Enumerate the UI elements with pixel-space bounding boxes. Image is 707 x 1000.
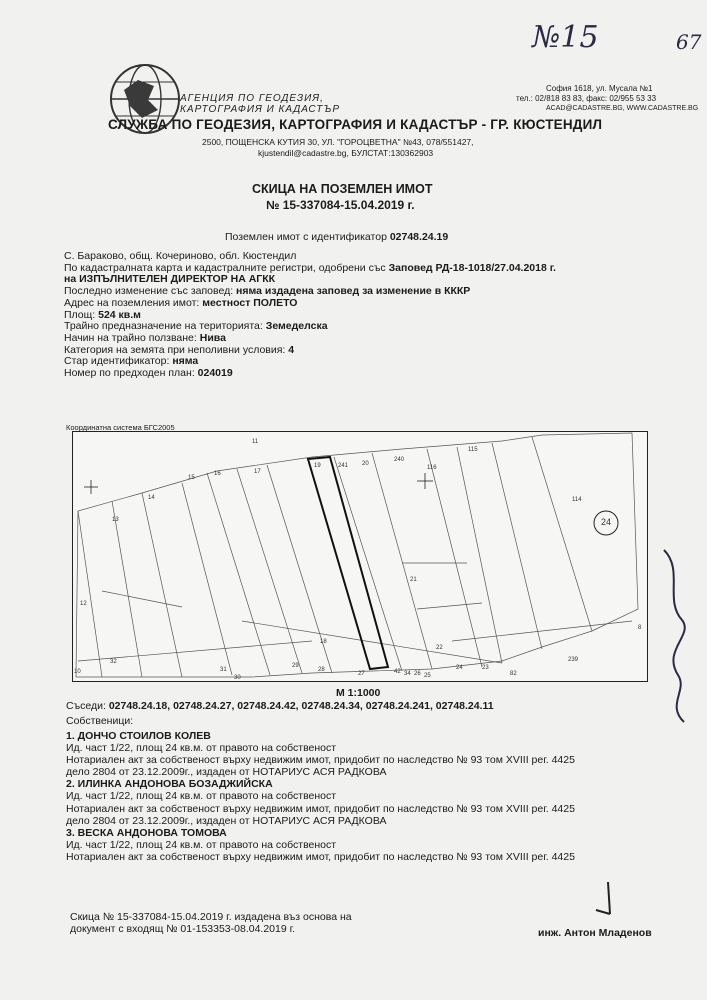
owners-heading: Собственици: [66, 715, 134, 727]
contact-block [516, 84, 699, 114]
field-label: Адрес на поземления имот: [64, 296, 200, 309]
plan-parcel-label: 116 [427, 465, 437, 471]
identifier-label: Поземлен имот с идентификатор [225, 231, 387, 243]
handwritten-number: №15 [532, 20, 599, 55]
document-number: № 15-337084-15.04.2019 г. [266, 198, 415, 212]
field-value: няма издадена заповед за изменение в КККР [236, 285, 471, 298]
plan-parcel-label: 27 [358, 671, 365, 677]
field-value: Нива [199, 331, 226, 344]
plan-parcel-label: 82 [510, 671, 517, 677]
identifier-value: 02748.24.19 [389, 231, 449, 243]
agency-line-2: КАРТОГРАФИЯ И КАДАСТЪР [180, 104, 341, 115]
field-label: Категория на земята при неполивни условия: [64, 343, 286, 356]
plan-parcel-label: 114 [572, 497, 582, 503]
owner-deed1: Нотариален акт за собственост върху недвижим имот, придобит по наследство № 93 том XVIII рег. 4425 [66, 850, 575, 863]
field-label: Начин на трайно ползване: [64, 331, 197, 344]
field-value: няма [172, 355, 199, 368]
plan-parcel-label: 14 [148, 495, 155, 501]
owner-share: Ид. част 1/22, площ 24 кв.м. от правото на собственост [66, 790, 337, 803]
field-label: Номер по предходен план: [64, 367, 195, 380]
owner-name: 1. ДОНЧО СТОИЛОВ КОЛЕВ [66, 730, 211, 742]
contact-line-2: тел.: 02/818 83 83, факс: 02/955 53 33 [516, 94, 657, 103]
plan-parcel-label: 240 [394, 457, 405, 463]
approval-order: Заповед РД-18-1018/27.04.2018 г. [388, 261, 556, 274]
identifier-line [225, 232, 448, 244]
plan-parcel-label: 42 [394, 669, 401, 675]
margin-signature [654, 540, 700, 730]
property-field [64, 368, 556, 380]
field-list [64, 286, 556, 380]
plan-parcel-label: 30 [234, 675, 241, 681]
document-title: СКИЦА НА ПОЗЕМЛЕН ИМОТ [252, 182, 433, 196]
field-value: 024019 [197, 367, 233, 380]
address-line-1: 2500, ПОЩЕНСКА КУТИЯ 30, УЛ. "ГОРОЦВЕТНА" №43, 078/551427, [202, 137, 474, 147]
owner-deed1: Нотариален акт за собственост върху недвижим имот, придобит по наследство № 93 том XVIII рег. 4425 [66, 802, 575, 815]
plan-parcel-label: 24 [601, 517, 612, 527]
field-value: 524 кв.м [98, 308, 141, 321]
footer-line-1: Скица № 15-337084-15.04.2019 г. издадена въз основа на [70, 911, 352, 923]
owner-name: 3. ВЕСКА АНДОНОВА ТОМОВА [66, 826, 227, 839]
approval-by: на ИЗПЪЛНИТЕЛЕН ДИРЕКТОР НА АГКК [64, 273, 276, 286]
plan-parcel-label: 31 [220, 667, 227, 673]
plan-parcel-label: 19 [314, 463, 321, 469]
plan-parcel-label: 10 [74, 669, 81, 675]
property-details [64, 251, 556, 380]
plan-parcel-label: 20 [362, 461, 369, 467]
plan-parcel-label: 239 [568, 657, 579, 663]
field-label: Трайно предназначение на територията: [64, 320, 263, 333]
plan-parcel-label: 241 [338, 463, 349, 469]
plan-parcel-label: 26 [414, 671, 421, 677]
location-line: С. Бараково, общ. Кочериново, обл. Кюстендил [64, 250, 297, 262]
approval-prefix: По кадастралната карта и кадастралните регистри, одобрени със [64, 261, 386, 274]
field-value: местност ПОЛЕТО [202, 296, 298, 309]
plan-parcel-label: 18 [320, 639, 327, 645]
contact-line-1: София 1618, ул. Мусала №1 [546, 84, 653, 93]
plan-parcel-label: 34 [404, 671, 411, 677]
field-label: Стар идентификатор: [64, 355, 170, 368]
agency-line-1: АГЕНЦИЯ ПО ГЕОДЕЗИЯ, [180, 93, 324, 104]
plan-parcel-label: 24 [456, 665, 463, 671]
neighbors-label: Съседи: [66, 700, 106, 712]
plan-parcel-label: 13 [112, 517, 119, 523]
owner-share: Ид. част 1/22, площ 24 кв.м. от правото на собственост [66, 742, 337, 755]
neighbors-value: 02748.24.18, 02748.24.27, 02748.24.42, 02748.24.34, 02748.24.241, 02748.24.11 [108, 700, 494, 712]
field-value: Земеделска [265, 320, 328, 333]
plan-parcel-label: 23 [482, 665, 489, 671]
plan-label-layer [72, 431, 648, 683]
footer-block [70, 912, 352, 935]
plan-parcel-label: 8 [638, 625, 642, 631]
owner-deed2: дело 2804 от 23.12.2009г., издаден от НОТАРИУС АСЯ РАДКОВА [66, 766, 387, 779]
footer-line-2: документ с входящ № 01-153353-08.04.2019 г. [70, 922, 296, 935]
field-label: Площ: [64, 308, 96, 321]
field-value: 4 [288, 343, 295, 356]
plan-parcel-label: 15 [188, 475, 195, 481]
plan-parcel-label: 25 [424, 673, 431, 679]
address-line-2: kjustendil@cadastre.bg, БУЛСТАТ:130362903 [258, 148, 434, 158]
plan-scale: М 1:1000 [336, 687, 381, 699]
plan-parcel-label: 29 [292, 663, 299, 669]
signer-name: инж. Антон Младенов [538, 927, 652, 939]
handwritten-page: 67 [676, 30, 702, 54]
signature-mark [588, 880, 628, 920]
owner-deed1: Нотариален акт за собственост върху недвижим имот, придобит по наследство № 93 том XVIII рег. 4425 [66, 754, 575, 767]
agency-name [180, 93, 340, 115]
plan-parcel-label: 11 [252, 439, 259, 445]
field-label: Последно изменение със заповед: [64, 285, 234, 298]
contact-line-3: ACAD@CADASTRE.BG, WWW.CADASTRE.BG [546, 105, 699, 112]
owner-list [66, 730, 575, 863]
plan-parcel-label: 22 [436, 645, 443, 651]
neighbors-line [66, 701, 494, 713]
coord-system: Координатна система БГС2005 [66, 423, 175, 432]
plan-parcel-label: 32 [110, 659, 117, 665]
plan-parcel-label: 16 [214, 471, 221, 477]
owner-name: 2. ИЛИНКА АНДОНОВА БОЗАДЖИЙСКА [66, 778, 273, 791]
plan-parcel-label: 28 [318, 667, 325, 673]
plan-parcel-label: 115 [468, 447, 478, 453]
office-address [202, 137, 474, 159]
plan-parcel-label: 17 [254, 469, 261, 475]
office-name: СЛУЖБА ПО ГЕОДЕЗИЯ, КАРТОГРАФИЯ И КАДАСТЪР - ГР. КЮСТЕНДИЛ [108, 117, 603, 132]
plan-parcel-label: 12 [80, 601, 87, 607]
plan-parcel-label: 21 [410, 577, 417, 583]
owner-deed2: дело 2804 от 23.12.2009г., издаден от НОТАРИУС АСЯ РАДКОВА [66, 814, 387, 827]
owner-share: Ид. част 1/22, площ 24 кв.м. от правото на собственост [66, 838, 337, 851]
